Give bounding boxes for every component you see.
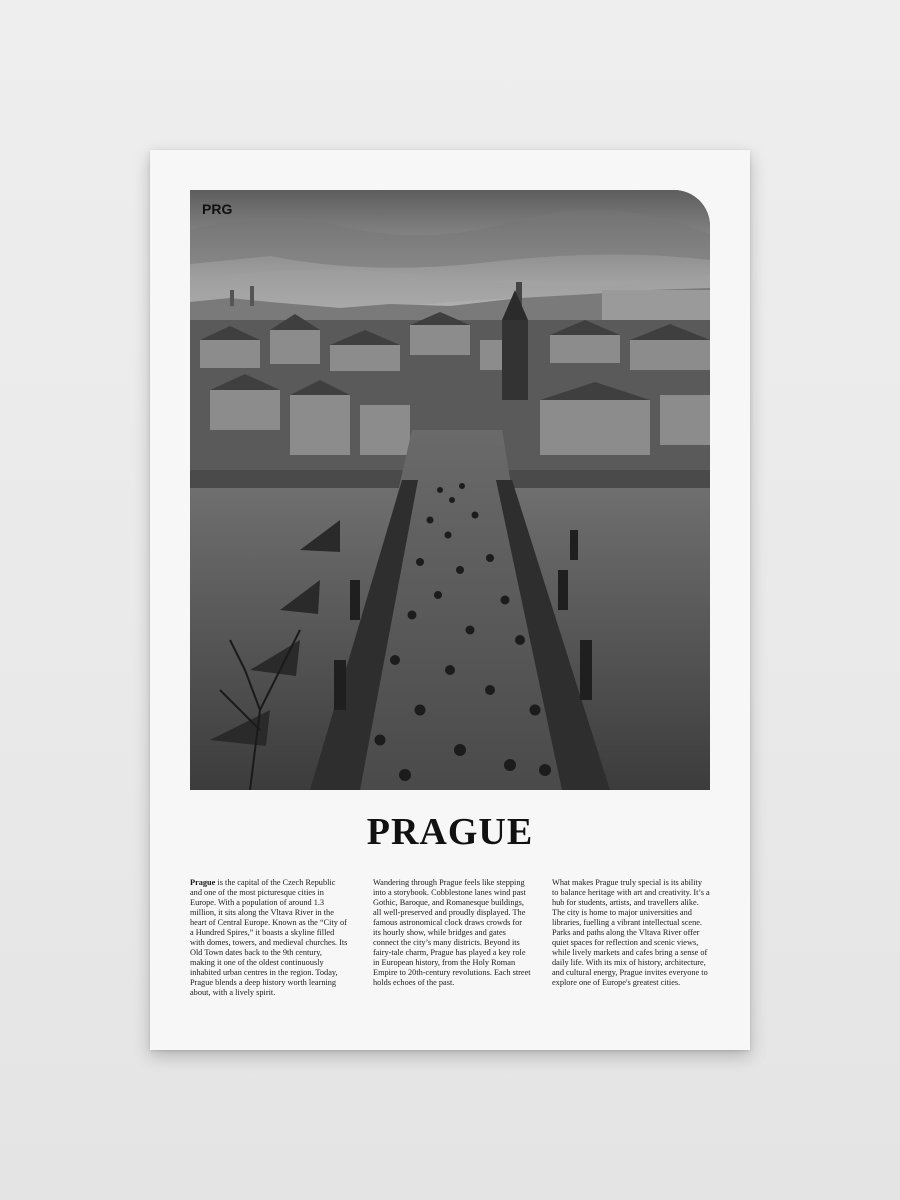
city-title: PRAGUE bbox=[366, 811, 534, 853]
column-1-body: is the capital of the Czech Republic and one of the most picturesque cities in Europe. With a population of around 1.3 million, it sits along the Vltava River in the heart of Central Europe. Known as the “City of a Hundred Spires,” it boasts a skyline filled with domes, towers, and medieval churches. Its Old Town dates back to the 9th century, making it one of the oldest continuously inhabited urban centres in the region. Today, Prague blends a deep history worth learning about, with a lively spirit. bbox=[190, 878, 348, 997]
charles-bridge-photo bbox=[190, 190, 710, 790]
column-2-body: Wandering through Prague feels like stepping into a storybook. Cobblestone lanes wind past Gothic, Baroque, and Romanesque buildings, all well-preserved and proudly displayed. The famous astronomical clock draws crowds for its hourly show, while bridges and gates connect the city’s many districts. Beyond its fairy-tale charm, Prague has played a key role in European history, from the Holy Roman Empire to 20th-century revolutions. Each street holds echoes of the past. bbox=[373, 878, 531, 987]
city-code-label: PRG bbox=[202, 201, 233, 217]
column-3-body: What makes Prague truly special is its ability to balance heritage with art and creativity. It’s a hub for students, artists, and travellers alike. The city is home to major universities and libraries, fuelling a vibrant intellectual scene. Parks and paths along the Vltava River offer quiet spaces for reflection and scenic views, while lively markets and cafes bring a sense of daily life. With its mix of history, architecture, and cultural energy, Prague invites everyone to explore one of Europe's greatest cities. bbox=[552, 878, 710, 987]
poster bbox=[150, 150, 750, 1050]
text-column-3 bbox=[552, 878, 710, 988]
text-column-1 bbox=[190, 878, 348, 998]
photo-illustration bbox=[190, 190, 710, 790]
column-lead-word: Prague bbox=[190, 878, 216, 887]
text-column-2 bbox=[373, 878, 531, 988]
